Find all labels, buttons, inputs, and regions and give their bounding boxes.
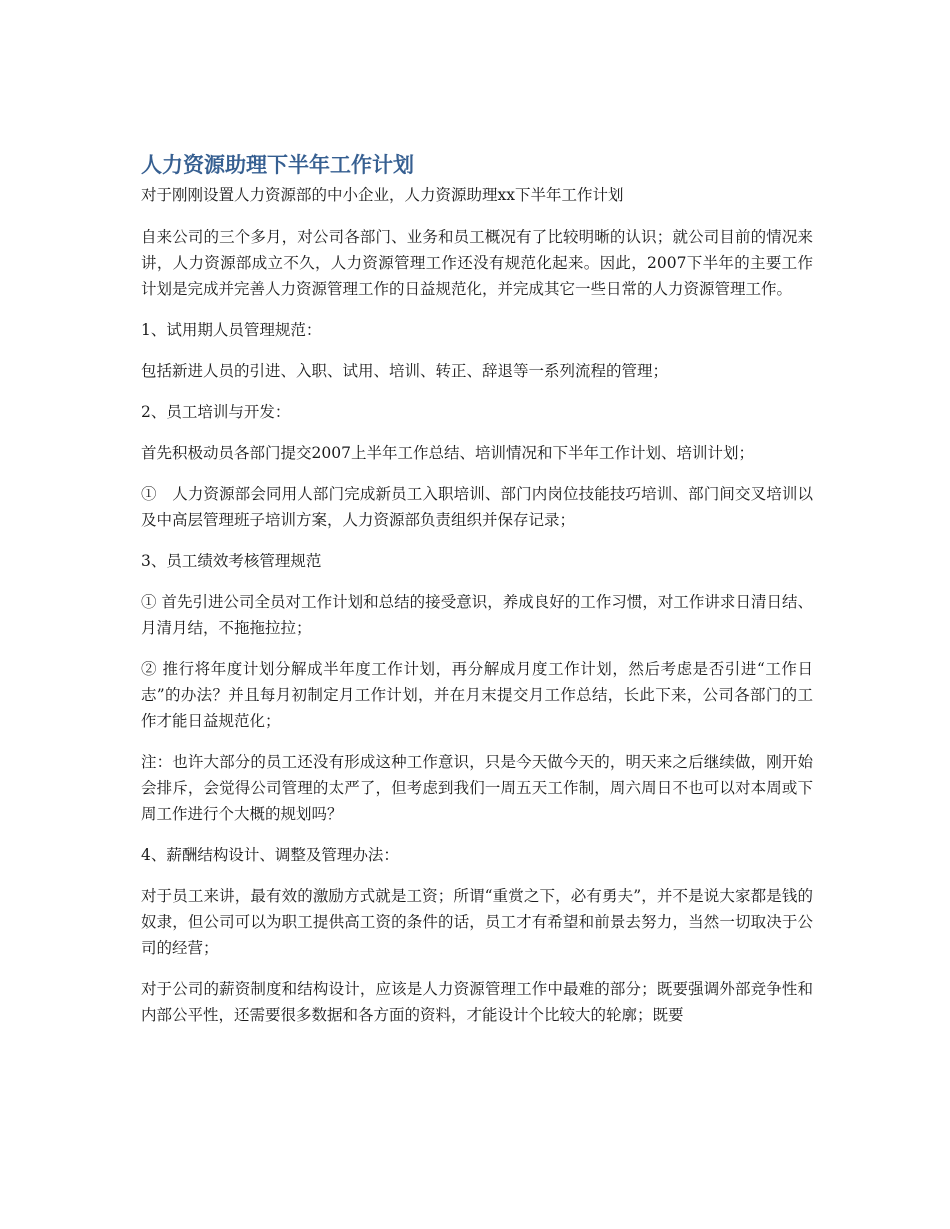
salary-paragraph-2: 对于公司的薪资制度和结构设计，应该是人力资源管理工作中最难的部分；既要强调外部竞争性和内部公平性，还需要很多数据和各方面的资料，才能设计个比较大的轮廓；既要 xyxy=(141,980,813,1024)
training-item-1: ① 人力资源部会同用人部门完成新员工入职培训、部门内岗位技能技巧培训、部门间交叉培训以及中高层管理班子培训方案，人力资源部负责组织并保存记录； xyxy=(141,485,813,529)
performance-item-2: ② 推行将年度计划分解成半年度工作计划，再分解成月度工作计划，然后考虑是否引进“工作日志”的办法？并且每月初制定月工作计划，并在月末提交月工作总结，长此下来，公司各部门的工作才能日益规范化； xyxy=(141,660,813,730)
section-heading-probation: 1、试用期人员管理规范： xyxy=(141,321,322,339)
performance-item-1: ① 首先引进公司全员对工作计划和总结的接受意识，养成良好的工作习惯，对工作讲求日清日结、月清月结，不拖拖拉拉； xyxy=(141,593,813,637)
performance-note: 注：也许大部分的员工还没有形成这种工作意识，只是今天做今天的，明天来之后继续做，刚开始会排斥，会觉得公司管理的太严了，但考虑到我们一周五天工作制，周六周日不也可以对本周或下周工作进行个大概的规划吗？ xyxy=(141,753,813,823)
salary-paragraph-1: 对于员工来讲，最有效的激励方式就是工资；所谓“重赏之下，必有勇夫”，并不是说大家都是钱的奴隶，但公司可以为职工提供高工资的条件的话，员工才有希望和前景去努力，当然一切取决于公司的经营； xyxy=(141,887,813,957)
probation-paragraph: 包括新进人员的引进、入职、试用、培训、转正、辞退等一系列流程的管理； xyxy=(141,362,669,380)
document-page xyxy=(141,150,813,1043)
section-heading-training: 2、员工培训与开发： xyxy=(141,403,291,421)
document-title: 人力资源助理下半年工作计划 xyxy=(141,153,414,177)
section-heading-salary: 4、薪酬结构设计、调整及管理办法： xyxy=(141,846,399,864)
section-heading-performance: 3、员工绩效考核管理规范 xyxy=(141,552,322,570)
document-subtitle: 对于刚刚设置人力资源部的中小企业，人力资源助理xx下半年工作计划 xyxy=(141,186,624,204)
training-paragraph: 首先积极动员各部门提交2007上半年工作总结、培训情况和下半年工作计划、培训计划； xyxy=(141,444,754,462)
intro-paragraph: 自来公司的三个多月，对公司各部门、业务和员工概况有了比较明晰的认识；就公司目前的情况来讲，人力资源部成立不久，人力资源管理工作还没有规范化起来。因此，2007下半年的主要工作计划是完成并完善人力资源管理工作的日益规范化，并完成其它一些日常的人力资源管理工作。 xyxy=(141,228,813,298)
